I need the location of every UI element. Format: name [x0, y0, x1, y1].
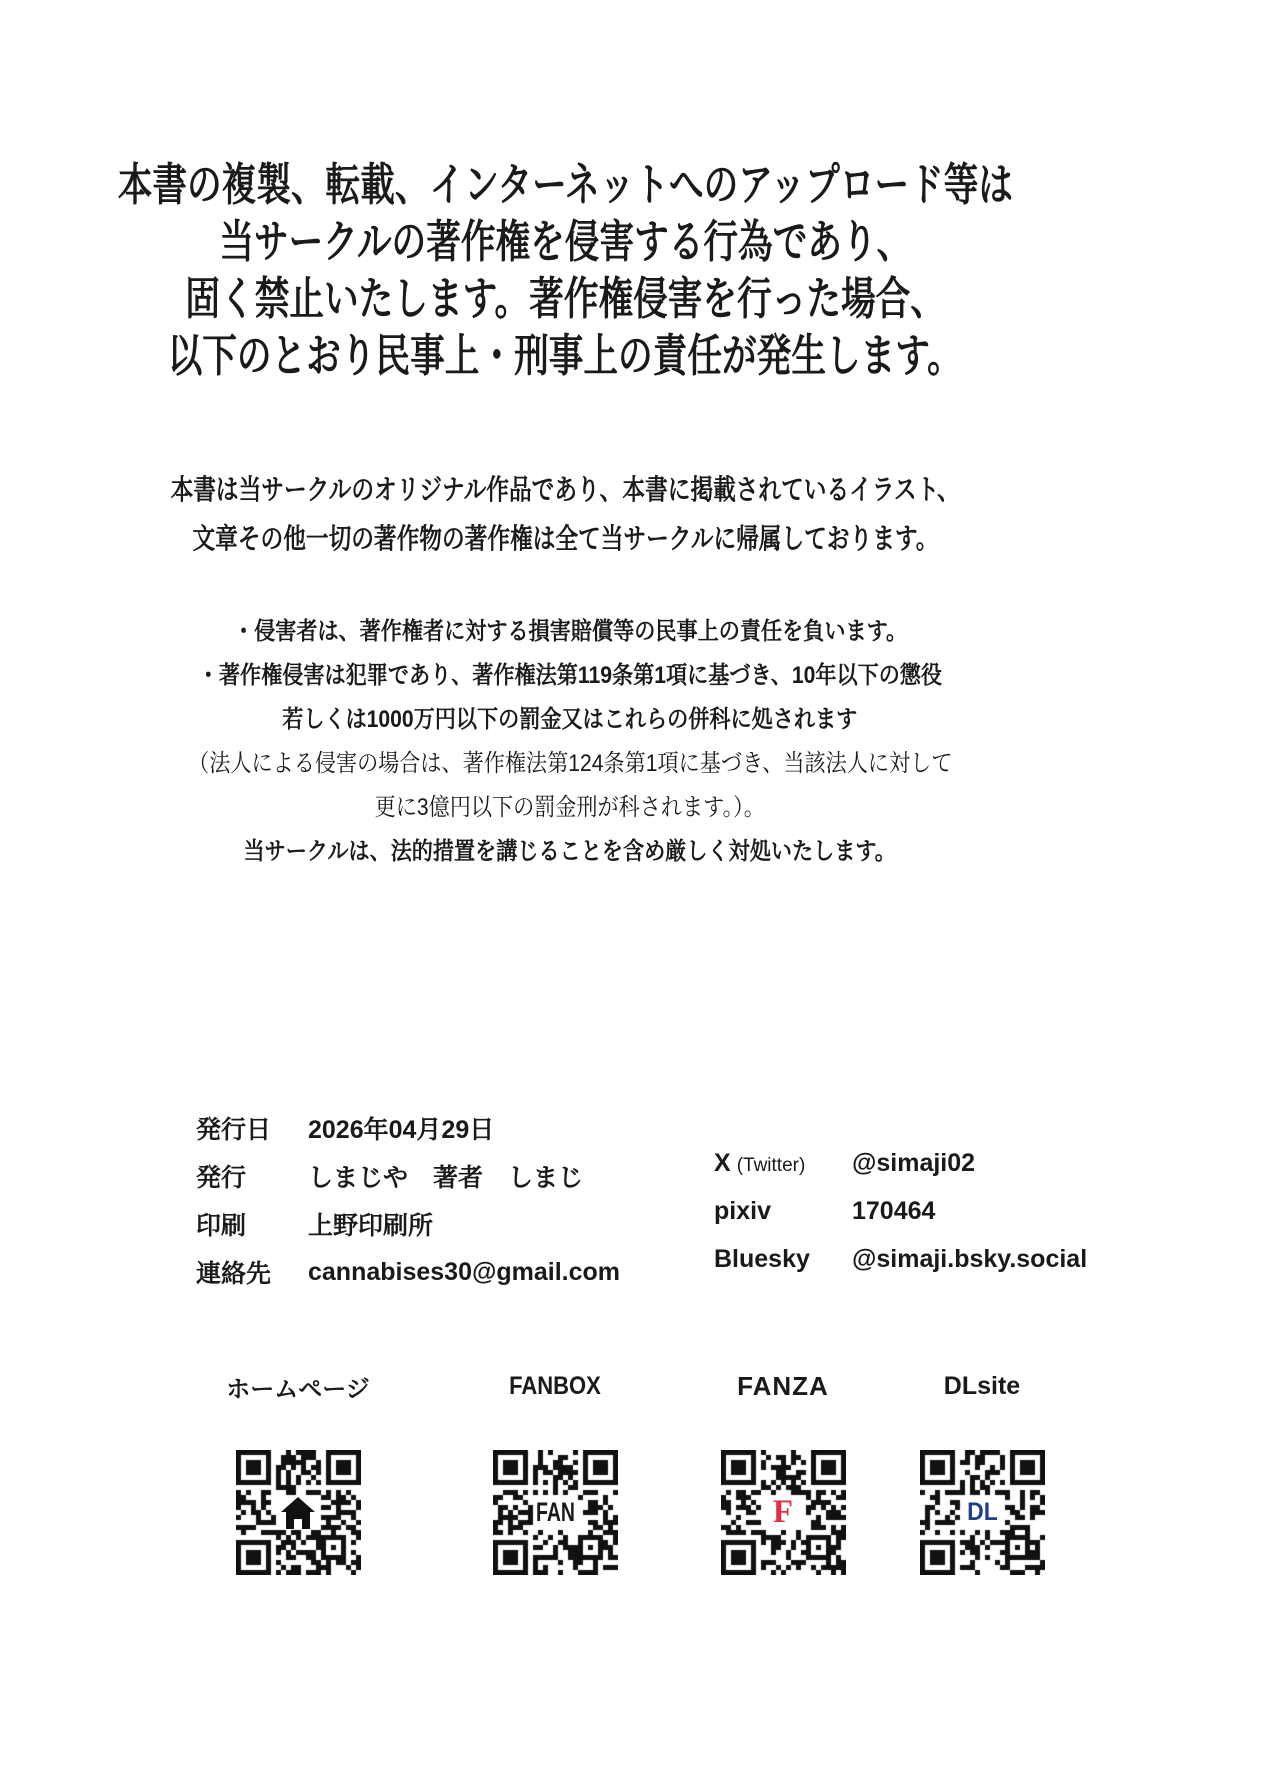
qr-block-fanza: [683, 1370, 883, 1575]
printer-value: 上野印刷所: [308, 1212, 434, 1240]
qr-code-homepage: [236, 1450, 361, 1575]
publisher-value: しまじや 著者 しまじ: [308, 1164, 584, 1192]
colophon-label: 発行: [196, 1164, 247, 1192]
qr-label-dlsite: DLsite: [943, 1371, 1021, 1400]
colophon-row-printer: [196, 1200, 620, 1248]
warning-line: 当サークルの著作権を侵害する行為であり、: [219, 216, 911, 267]
warning-line: 固く禁止いたします。著作権侵害を行った場合、: [185, 273, 945, 324]
bluesky-handle: @simaji.bsky.social: [852, 1244, 1088, 1273]
ownership-line: 本書は当サークルのオリジナル作品であり、本書に掲載されているイラスト、: [170, 474, 960, 505]
ownership-paragraph: [0, 465, 1130, 563]
home-icon: [236, 1450, 361, 1575]
publish-date-value: 2026年04月29日: [308, 1116, 495, 1144]
dlsite-dl-logo: DL: [966, 1498, 998, 1526]
liability-line: （法人による侵害の場合は、著作権法第124条第1項に基づき、当該法人に対して: [187, 750, 953, 777]
x-twitter-label: X (Twitter): [714, 1148, 806, 1177]
colophon-label: 発行日: [196, 1116, 272, 1144]
qr-label-fanbox: FANBOX: [509, 1371, 601, 1400]
x-twitter-label-suffix: (Twitter): [736, 1154, 806, 1176]
colophon: [196, 1104, 620, 1296]
qr-code-fanza: [721, 1450, 846, 1575]
pixiv-id: 170464: [852, 1196, 936, 1225]
colophon-label: 連絡先: [196, 1260, 272, 1288]
contact-email-value: cannabises30@gmail.com: [308, 1257, 621, 1286]
qr-label-homepage: ホームページ: [226, 1375, 370, 1403]
bluesky-label: Bluesky: [714, 1244, 810, 1273]
qr-block-dlsite: [882, 1370, 1082, 1575]
colophon-row-contact: [196, 1248, 620, 1296]
warning-line: 本書の複製、転載、インターネットへのアップロード等は: [117, 159, 1013, 210]
liability-line: 当サークルは、法的措置を講じることを含め厳しく対処いたします。: [243, 838, 897, 865]
warning-heading: [0, 156, 1130, 384]
liability-line: ・侵害者は、著作権者に対する損害賠償等の民事上の責任を負います。: [232, 618, 908, 645]
pixiv-label: pixiv: [714, 1196, 771, 1225]
qr-code-fanbox: [493, 1450, 618, 1575]
ownership-line: 文章その他一切の著作物の著作権は全て当サークルに帰属しております。: [192, 523, 938, 554]
liability-line: 更に3億円以下の罰金刑が科されます。）。: [374, 794, 766, 821]
liability-line: 若しくは1000万円以下の罰金又はこれらの併科に処されます: [282, 706, 858, 733]
social-row-bluesky: [714, 1235, 1087, 1283]
qr-label-fanza: FANZA: [737, 1370, 829, 1401]
social-row-pixiv: [714, 1187, 1087, 1235]
qr-code-dlsite: [920, 1450, 1045, 1575]
qr-block-fanbox: [455, 1370, 655, 1575]
fanbox-logo-text: FAN: [535, 1497, 575, 1527]
x-twitter-handle: @simaji02: [852, 1148, 976, 1177]
colophon-row-publisher: [196, 1152, 620, 1200]
fanza-f-logo: F: [772, 1494, 794, 1530]
colophon-row-publish-date: [196, 1104, 620, 1152]
qr-block-homepage: [198, 1370, 398, 1575]
colophon-label: 印刷: [196, 1212, 247, 1240]
social-links: [714, 1139, 1087, 1283]
social-row-x-twitter: [714, 1139, 1087, 1187]
liability-notice: [0, 610, 1140, 874]
liability-line: ・著作権侵害は犯罪であり、著作権法第119条第1項に基づき、10年以下の懲役: [197, 662, 943, 689]
warning-line: 以下のとおり民事上・刑事上の責任が発生します。: [167, 330, 963, 381]
